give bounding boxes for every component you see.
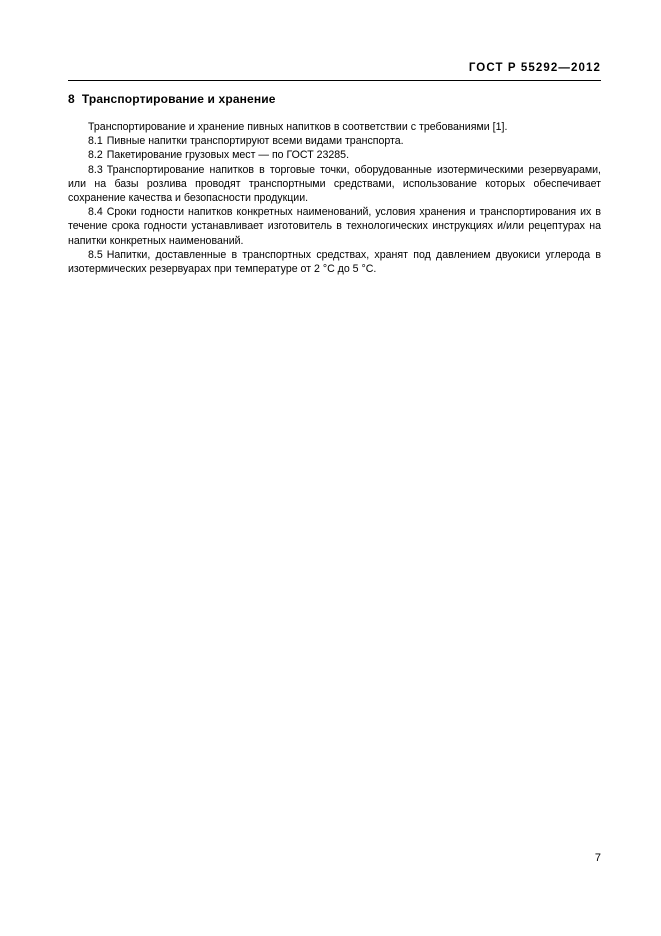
clause-8-5 — [68, 248, 601, 276]
standard-designation: ГОСТ Р 55292—2012 — [468, 62, 601, 74]
clause-text: Пакетирование грузовых мест — по ГОСТ 23285. — [106, 149, 350, 162]
page-content — [68, 92, 601, 276]
header-divider — [68, 80, 601, 81]
clause-number: 8.4 — [88, 206, 103, 219]
clause-number: 8.2 — [88, 149, 103, 162]
clause-number: 8.1 — [88, 135, 103, 148]
intro-paragraph: Транспортирование и хранение пивных напитков в соответствии с требованиями [1]. — [88, 121, 508, 133]
section-title-text: Транспортирование и хранение — [81, 92, 276, 106]
clause-8-2 — [68, 148, 601, 162]
clause-8-1 — [68, 134, 601, 148]
clause-text: Пивные напитки транспортируют всеми видами транспорта. — [106, 135, 404, 148]
clause-number: 8.3 — [88, 163, 103, 176]
page-number: 7 — [594, 852, 601, 864]
clause-number: 8.5 — [88, 248, 103, 261]
clause-text: Напитки, доставленные в транспортных средствах, хранят под давлением двуокиси углерода в изотермических резервуарах при температуре от 2 °С до 5 °С. — [68, 248, 601, 276]
section-heading — [68, 92, 601, 106]
clause-8-3 — [68, 163, 601, 206]
clause-text: Сроки годности напитков конкретных наименований, условия хранения и транспортирования их в течение срока годности устанавливает изготовитель в технологических инструкциях и/или рецептурах на напитки конкретных наименований. — [68, 206, 601, 247]
section-number: 8 — [68, 92, 75, 106]
clause-text: Транспортирование напитков в торговые точки, оборудованные изотермическими резервуарами, или на базы розлива проводят транспортными средствами, использование которых обеспечивает сохранение качества и безопасности продукции. — [68, 163, 601, 205]
page-header — [469, 62, 601, 74]
clause-8-4 — [68, 205, 601, 248]
